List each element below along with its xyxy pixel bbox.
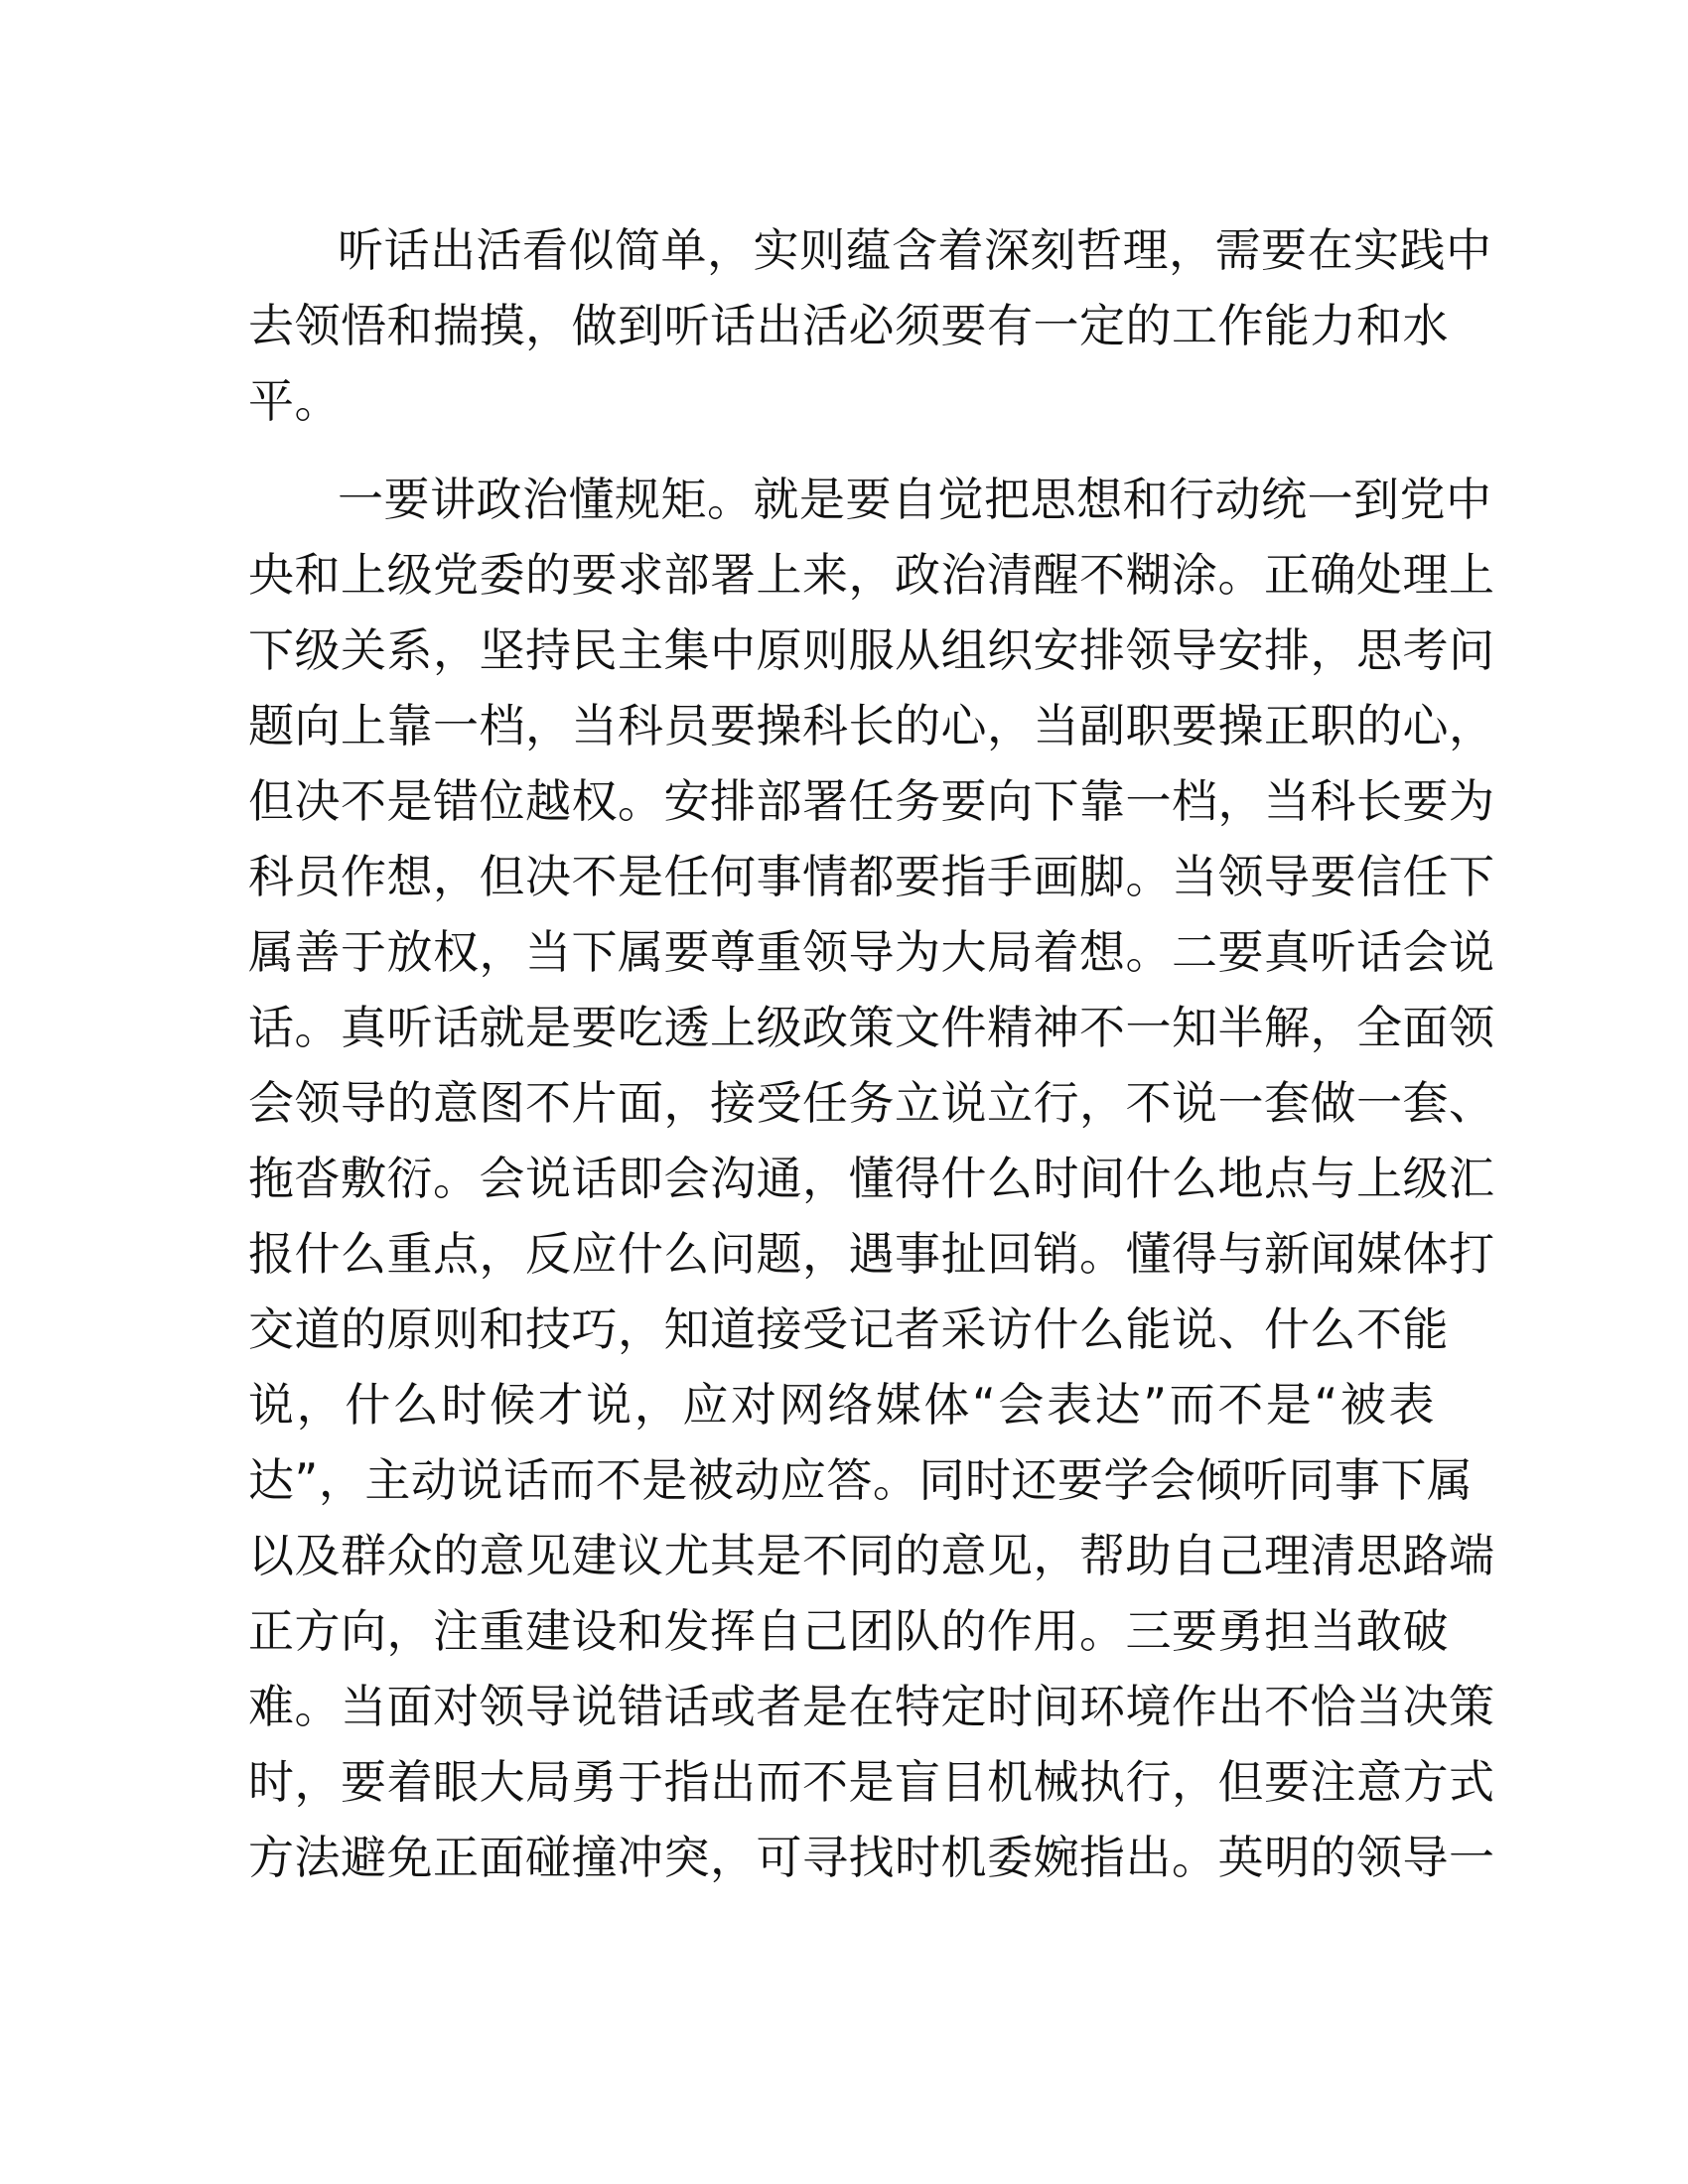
paragraph-2-line: 下级关系，坚持民主集中原则服从组织安排领导安排，思考问 — [248, 623, 1495, 677]
paragraph-2-line: 时，要着眼大局勇于指出而不是盲目机械执行，但要注意方式 — [248, 1755, 1495, 1809]
paragraph-2-line: 正方向，注重建设和发挥自己团队的作用。三要勇担当敢破 — [248, 1604, 1449, 1658]
paragraph-2-line: 以及群众的意见建议尤其是不同的意见，帮助自己理清思路端 — [248, 1529, 1495, 1582]
paragraph-1-line: 听话出活看似简单，实则蕴含着深刻哲理，需要在实践中 — [338, 223, 1492, 277]
paragraph-2-line: 方法避免正面碰撞冲突，可寻找时机委婉指出。英明的领导一 — [248, 1831, 1495, 1884]
paragraph-1 — [248, 212, 1492, 439]
paragraph-2-line: 话。真听话就是要吃透上级政策文件精神不一知半解，全面领 — [248, 1001, 1495, 1054]
paragraph-1-line: 去领悟和揣摸，做到听话出活必须要有一定的工作能力和水 — [248, 299, 1449, 352]
paragraph-2 — [248, 462, 1495, 1895]
paragraph-2-line: 一要讲政治懂规矩。就是要自觉把思想和行动统一到党中 — [338, 473, 1492, 526]
paragraph-2-line: 科员作想，但决不是任何事情都要指手画脚。当领导要信任下 — [248, 850, 1495, 903]
paragraph-2-line: 央和上级党委的要求部署上来，政治清醒不糊涂。正确处理上 — [248, 548, 1495, 602]
paragraph-2-line: 难。当面对领导说错话或者是在特定时间环境作出不恰当决策 — [248, 1680, 1495, 1733]
paragraph-2-line: 属善于放权，当下属要尊重领导为大局着想。二要真听话会说 — [248, 925, 1495, 979]
paragraph-2-line: 题向上靠一档，当科员要操科长的心，当副职要操正职的心， — [248, 699, 1495, 752]
paragraph-2-line: 报什么重点，反应什么问题，遇事扯回销。懂得与新闻媒体打 — [248, 1227, 1495, 1281]
paragraph-2-line: 但决不是错位越权。安排部署任务要向下靠一档，当科长要为 — [248, 774, 1495, 828]
paragraph-2-line: 达”，主动说话而不是被动应答。同时还要学会倾听同事下属 — [248, 1453, 1474, 1507]
paragraph-2-line: 拖沓敷衍。会说话即会沟通，懂得什么时间什么地点与上级汇 — [248, 1152, 1495, 1205]
paragraph-2-line: 交道的原则和技巧，知道接受记者采访什么能说、什么不能 — [248, 1302, 1449, 1356]
paragraph-1-line: 平。 — [248, 374, 341, 428]
paragraph-2-line: 说，什么时候才说，应对网络媒体“会表达”而不是“被表 — [248, 1378, 1435, 1432]
paragraph-2-line: 会领导的意图不片面，接受任务立说立行，不说一套做一套、 — [248, 1076, 1495, 1130]
